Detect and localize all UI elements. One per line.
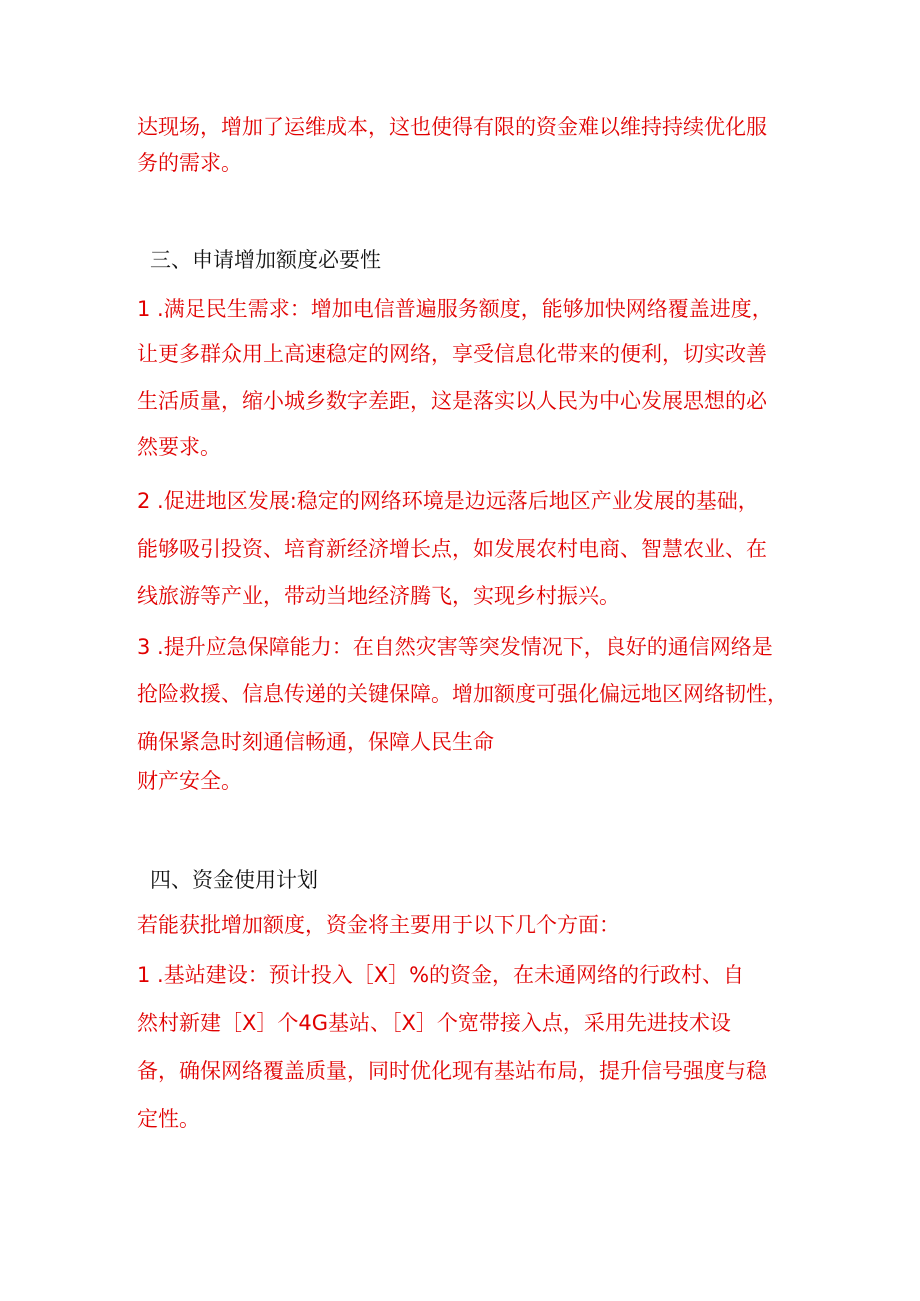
list-item-3-line: 财产安全。	[137, 769, 242, 793]
list-item-1-line: 然要求。	[137, 435, 221, 459]
list-item-1-line: 1 .满足民生需求：增加电信普遍服务额度，能够加快网络覆盖进度，	[137, 297, 773, 321]
paragraph-line: 达现场，增加了运维成本，这也使得有限的资金难以维持持续优化服	[137, 115, 767, 139]
list-item-4-1-line: 定性。	[137, 1107, 200, 1131]
list-item-2-line: 线旅游等产业，带动当地经济腾飞，实现乡村振兴。	[137, 584, 620, 608]
list-item-2-line: 能够吸引投资、培育新经济增长点，如发展农村电商、智慧农业、在	[137, 537, 767, 561]
list-item-1-line: 让更多群众用上高速稳定的网络，享受信息化带来的便利，切实改善	[137, 342, 767, 366]
list-item-3-line: 确保紧急时刻通信畅通，保障人民生命	[137, 730, 494, 754]
intro-paragraph: 若能获批增加额度，资金将主要用于以下几个方面：	[137, 913, 620, 937]
list-item-4-1-line: 备，确保网络覆盖质量，同时优化现有基站布局，提升信号强度与稳	[137, 1059, 767, 1083]
list-item-2-line: 2 .促进地区发展:稳定的网络环境是边远落后地区产业发展的基础，	[137, 489, 759, 513]
list-item-4-1-line: 1 .基站建设：预计投入［X］%的资金，在未通网络的行政村、自	[137, 963, 745, 987]
list-item-4-1-line: 然村新建［X］个4G基站、［X］个宽带接入点，采用先进技术设	[137, 1011, 731, 1035]
list-item-3-line: 抢险救援、信息传递的关键保障。增加额度可强化偏远地区网络韧性，	[137, 682, 788, 706]
section-heading-3: 三、申请增加额度必要性	[150, 248, 381, 272]
section-heading-4: 四、资金使用计划	[150, 868, 318, 892]
paragraph-line: 务的需求。	[137, 151, 242, 175]
list-item-1-line: 生活质量，缩小城乡数字差距，这是落实以人民为中心发展思想的必	[137, 389, 767, 413]
list-item-3-line: 3 .提升应急保障能力：在自然灾害等突发情况下，良好的通信网络是	[137, 635, 773, 659]
